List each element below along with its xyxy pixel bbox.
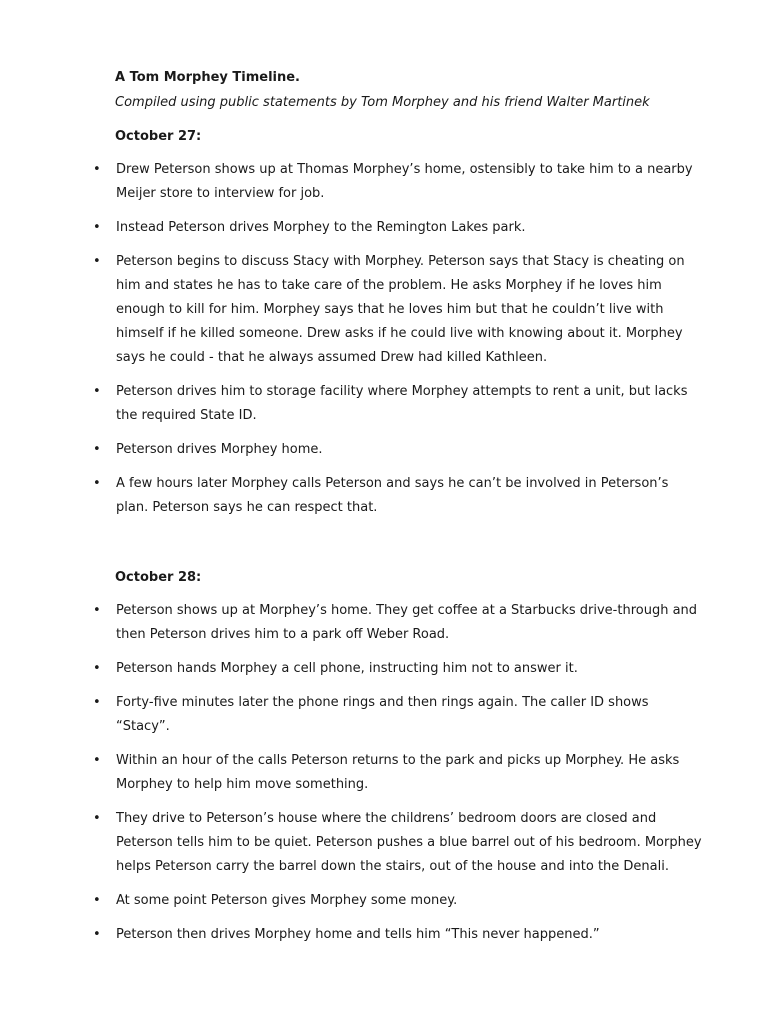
bullet-icon: • xyxy=(93,695,101,710)
bullet-icon: • xyxy=(93,220,101,235)
bullet-icon: • xyxy=(93,893,101,908)
list-item xyxy=(0,472,768,520)
bullet-icon: • xyxy=(93,476,101,491)
bullet-icon: • xyxy=(93,162,101,177)
list-item xyxy=(0,380,768,428)
section-heading-october-27: October 27: xyxy=(115,129,202,144)
list-item-text: Drew Peterson shows up at Thomas Morphey’s home, ostensibly to take him to a nearby Meijer store to interview for job. xyxy=(116,162,693,201)
list-item xyxy=(0,216,768,240)
list-item-text: Peterson drives Morphey home. xyxy=(116,442,323,457)
list-item-text: Peterson begins to discuss Stacy with Morphey. Peterson says that Stacy is cheating on him and states he has to take care of the problem. He asks Morphey if he loves him enough to kill for him. Morphey says that he loves him but that he couldn’t live with himself if he killed someone. Drew asks if he could live with knowing about it. Morphey says he could - that he always assumed Drew had killed Kathleen. xyxy=(116,254,685,365)
bullet-icon: • xyxy=(93,927,101,942)
section-list-october-27 xyxy=(0,158,768,530)
list-item-text: Within an hour of the calls Peterson returns to the park and picks up Morphey. He asks Morphey to help him move something. xyxy=(116,753,680,792)
list-item-text: Peterson shows up at Morphey’s home. They get coffee at a Starbucks drive-through and then Peterson drives him to a park off Weber Road. xyxy=(116,603,698,642)
list-item-text: Peterson then drives Morphey home and tells him “This never happened.” xyxy=(116,927,600,942)
list-item-text: Forty-five minutes later the phone rings and then rings again. The caller ID shows “Stacy”. xyxy=(116,695,649,734)
list-item xyxy=(0,657,768,681)
bullet-icon: • xyxy=(93,384,101,399)
list-item-text: Peterson hands Morphey a cell phone, instructing him not to answer it. xyxy=(116,661,578,676)
bullet-icon: • xyxy=(93,661,101,676)
document-subtitle: Compiled using public statements by Tom Morphey and his friend Walter Martinek xyxy=(115,95,650,110)
list-item xyxy=(0,807,768,879)
bullet-icon: • xyxy=(93,442,101,457)
list-item xyxy=(0,438,768,462)
bullet-icon: • xyxy=(93,254,101,269)
list-item xyxy=(0,158,768,206)
list-item-text: A few hours later Morphey calls Peterson and says he can’t be involved in Peterson’s plan. Peterson says he can respect that. xyxy=(116,476,669,515)
bullet-icon: • xyxy=(93,753,101,768)
list-item xyxy=(0,749,768,797)
list-item xyxy=(0,889,768,913)
list-item-text: At some point Peterson gives Morphey some money. xyxy=(116,893,458,908)
list-item-text: Peterson drives him to storage facility where Morphey attempts to rent a unit, but lacks the required State ID. xyxy=(116,384,688,423)
list-item-text: They drive to Peterson’s house where the childrens’ bedroom doors are closed and Peterson tells him to be quiet. Peterson pushes a blue barrel out of his bedroom. Morphey helps Peterson carry the barrel down the stairs, out of the house and into the Denali. xyxy=(116,811,702,874)
list-item xyxy=(0,923,768,947)
list-item xyxy=(0,691,768,739)
list-item xyxy=(0,250,768,370)
section-heading-october-28: October 28: xyxy=(115,570,202,585)
list-item-text: Instead Peterson drives Morphey to the Remington Lakes park. xyxy=(116,220,526,235)
document-title: A Tom Morphey Timeline. xyxy=(115,70,300,85)
bullet-icon: • xyxy=(93,811,101,826)
bullet-icon: • xyxy=(93,603,101,618)
section-list-october-28 xyxy=(0,599,768,957)
list-item xyxy=(0,599,768,647)
